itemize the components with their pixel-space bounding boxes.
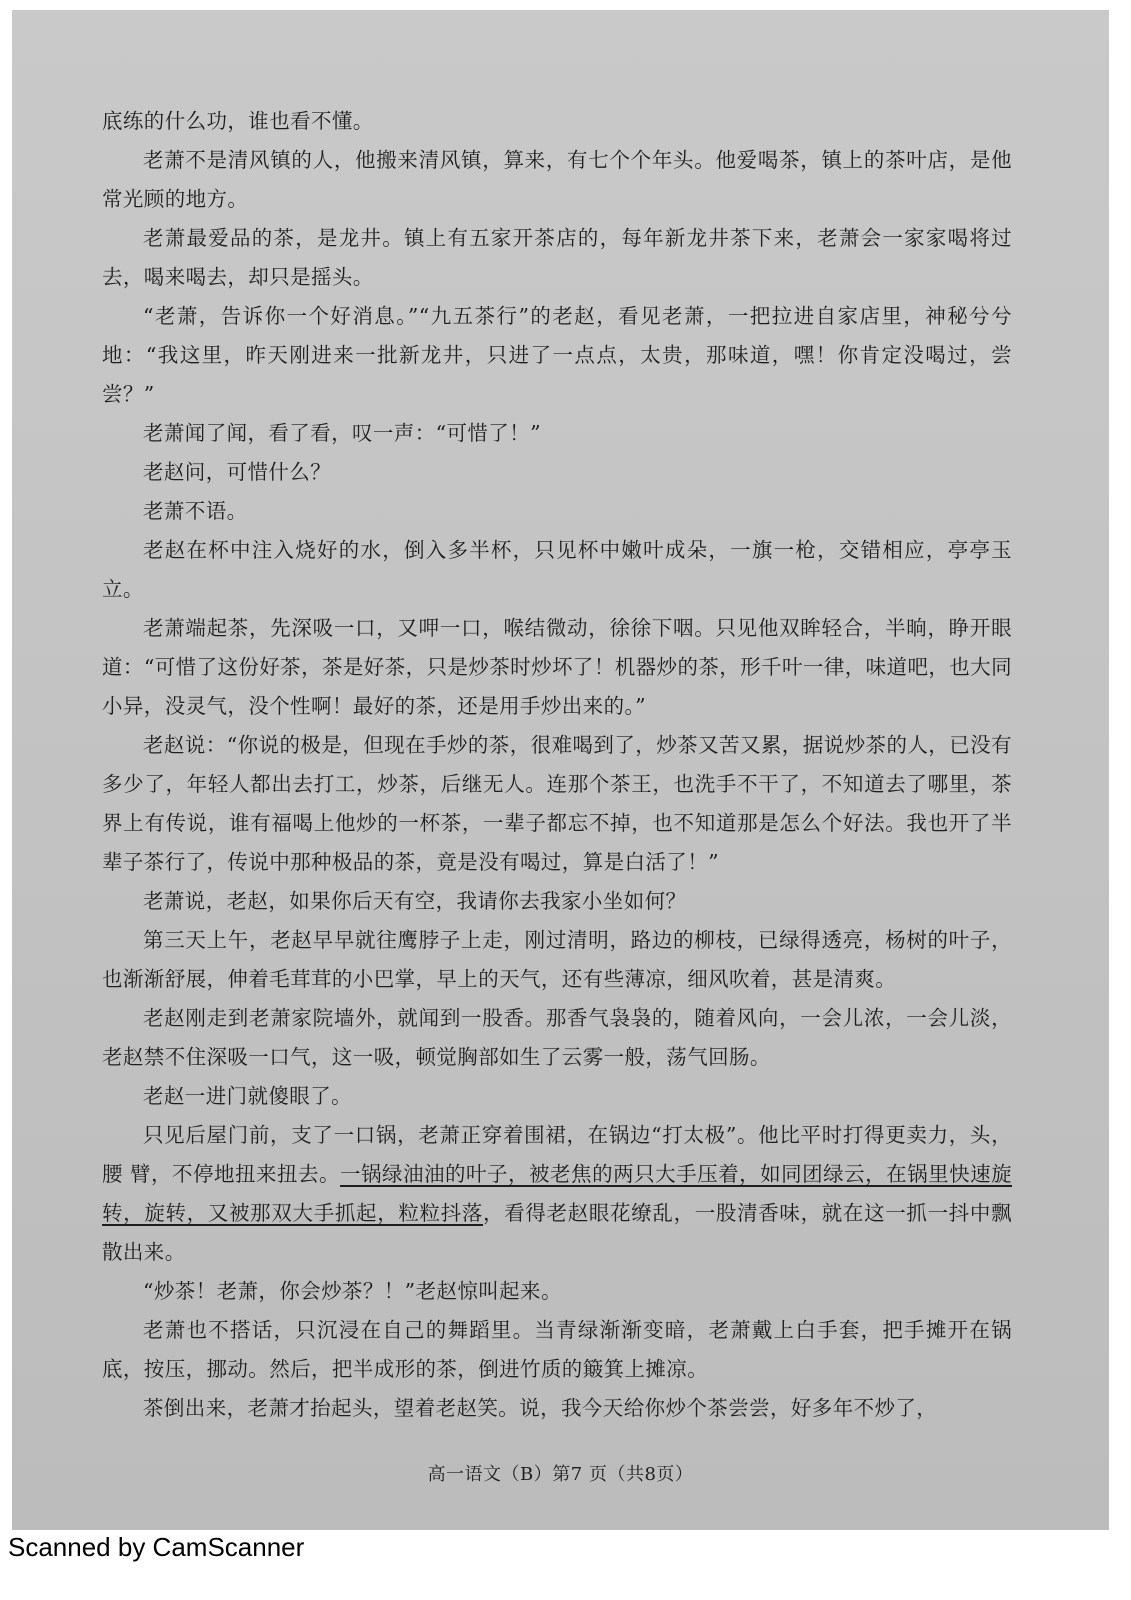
paragraph: 第三天上午，老赵早早就往鹰脖子上走，刚过清明，路边的柳枝，已绿得透亮，杨树的叶子，也渐渐舒展，伸着毛茸茸的小巴掌，早上的天气，还有些薄凉，细风吹着，甚是清爽。: [102, 928, 1012, 991]
paragraph: 老赵在杯中注入烧好的水，倒入多半杯，只见杯中嫩叶成朵，一旗一枪，交错相应，亭亭玉立。: [102, 538, 1012, 601]
paragraph: 老萧最爱品的茶，是龙井。镇上有五家开茶店的，每年新龙井茶下来，老萧会一家家喝将过去，喝来喝去，却只是摇头。: [102, 226, 1012, 289]
paragraph: 底练的什么功，谁也看不懂。: [102, 109, 374, 133]
page-footer: 高一语文（B）第7 页（共8页）: [427, 1464, 694, 1485]
paragraph: 老萧端起茶，先深吸一口，又呷一口，喉结微动，徐徐下咽。只见他双眸轻合，半晌，睁开眼道：“可惜了这份好茶，茶是好茶，只是炒茶时炒坏了！机器炒的茶，形千叶一律，味道吧，也大同小异，没灵气，没个性啊！最好的茶，还是用手炒出来的。”: [102, 616, 1012, 718]
paragraph: 老赵说：“你说的极是，但现在手炒的茶，很难喝到了，炒茶又苦又累，据说炒茶的人，已没有多少了，年轻人都出去打工，炒茶，后继无人。连那个茶王，也洗手不干了，不知道去了哪里，茶界上有传说，谁有福喝上他炒的一杯茶，一辈子都忘不掉，也不知道那是怎么个好法。我也开了半辈子茶行了，传说中那种极品的茶，竟是没有喝过，算是白活了！”: [102, 733, 1012, 874]
paragraph: 老赵问，可惜什么？: [143, 460, 332, 484]
paragraph: “炒茶！老萧，你会炒茶？！”老赵惊叫起来。: [143, 1279, 562, 1303]
underlined-passage: 一锅绿油油的叶子，被老焦的两只大手压着，如同团绿云，在锅里快速旋转，旋转，又被那双大手抓起，粒粒抖落: [102, 1162, 1012, 1225]
paragraph: 老萧闻了闻，看了看，叹一声：“可惜了！”: [143, 421, 541, 445]
paragraph-text: 只见后屋门前，支了一口锅，老萧正穿着围裙，在锅边“打太极”。他比平时打得更卖力，头，腰 臂，不停地扭来扭去。: [102, 1123, 1012, 1186]
paragraph-with-underline: [102, 1116, 1012, 1272]
scanner-watermark: Scanned by CamScanner: [8, 1532, 305, 1562]
paragraph: 老赵一进门就傻眼了。: [143, 1084, 352, 1108]
paragraph: 茶倒出来，老萧才抬起头，望着老赵笑。说，我今天给你炒个茶尝尝，好多年不炒了，: [143, 1396, 938, 1420]
paragraph: 老萧说，老赵，如果你后天有空，我请你去我家小坐如何？: [143, 889, 687, 913]
paragraph: 老萧不是清风镇的人，他搬来清风镇，算来，有七个个年头。他爱喝茶，镇上的茶叶店，是他常光顾的地方。: [102, 148, 1012, 211]
paragraph: 老萧也不搭话，只沉浸在自己的舞蹈里。当青绿渐渐变暗，老萧戴上白手套，把手摊开在锅底，按压，挪动。然后，把半成形的茶，倒进竹质的簸箕上摊凉。: [102, 1318, 1012, 1381]
paragraph: 老赵刚走到老萧家院墙外，就闻到一股香。那香气袅袅的，随着风向，一会儿浓，一会儿淡，老赵禁不住深吸一口气，这一吸，顿觉胸部如生了云雾一般，荡气回肠。: [102, 1006, 1012, 1069]
scanned-page: [12, 10, 1109, 1530]
story-text: [102, 102, 1012, 1428]
paragraph: 老萧不语。: [143, 499, 248, 523]
paragraph: “老萧，告诉你一个好消息。”“九五茶行”的老赵，看见老萧，一把拉进自家店里，神秘兮兮地：“我这里，昨天刚进来一批新龙井，只进了一点点，太贵，那味道，嘿！你肯定没喝过，尝尝？”: [102, 304, 1012, 406]
paragraph-text: ，看得老赵眼花缭乱，一股清香味，就在这一抓一抖中飘散出来。: [102, 1201, 1013, 1264]
